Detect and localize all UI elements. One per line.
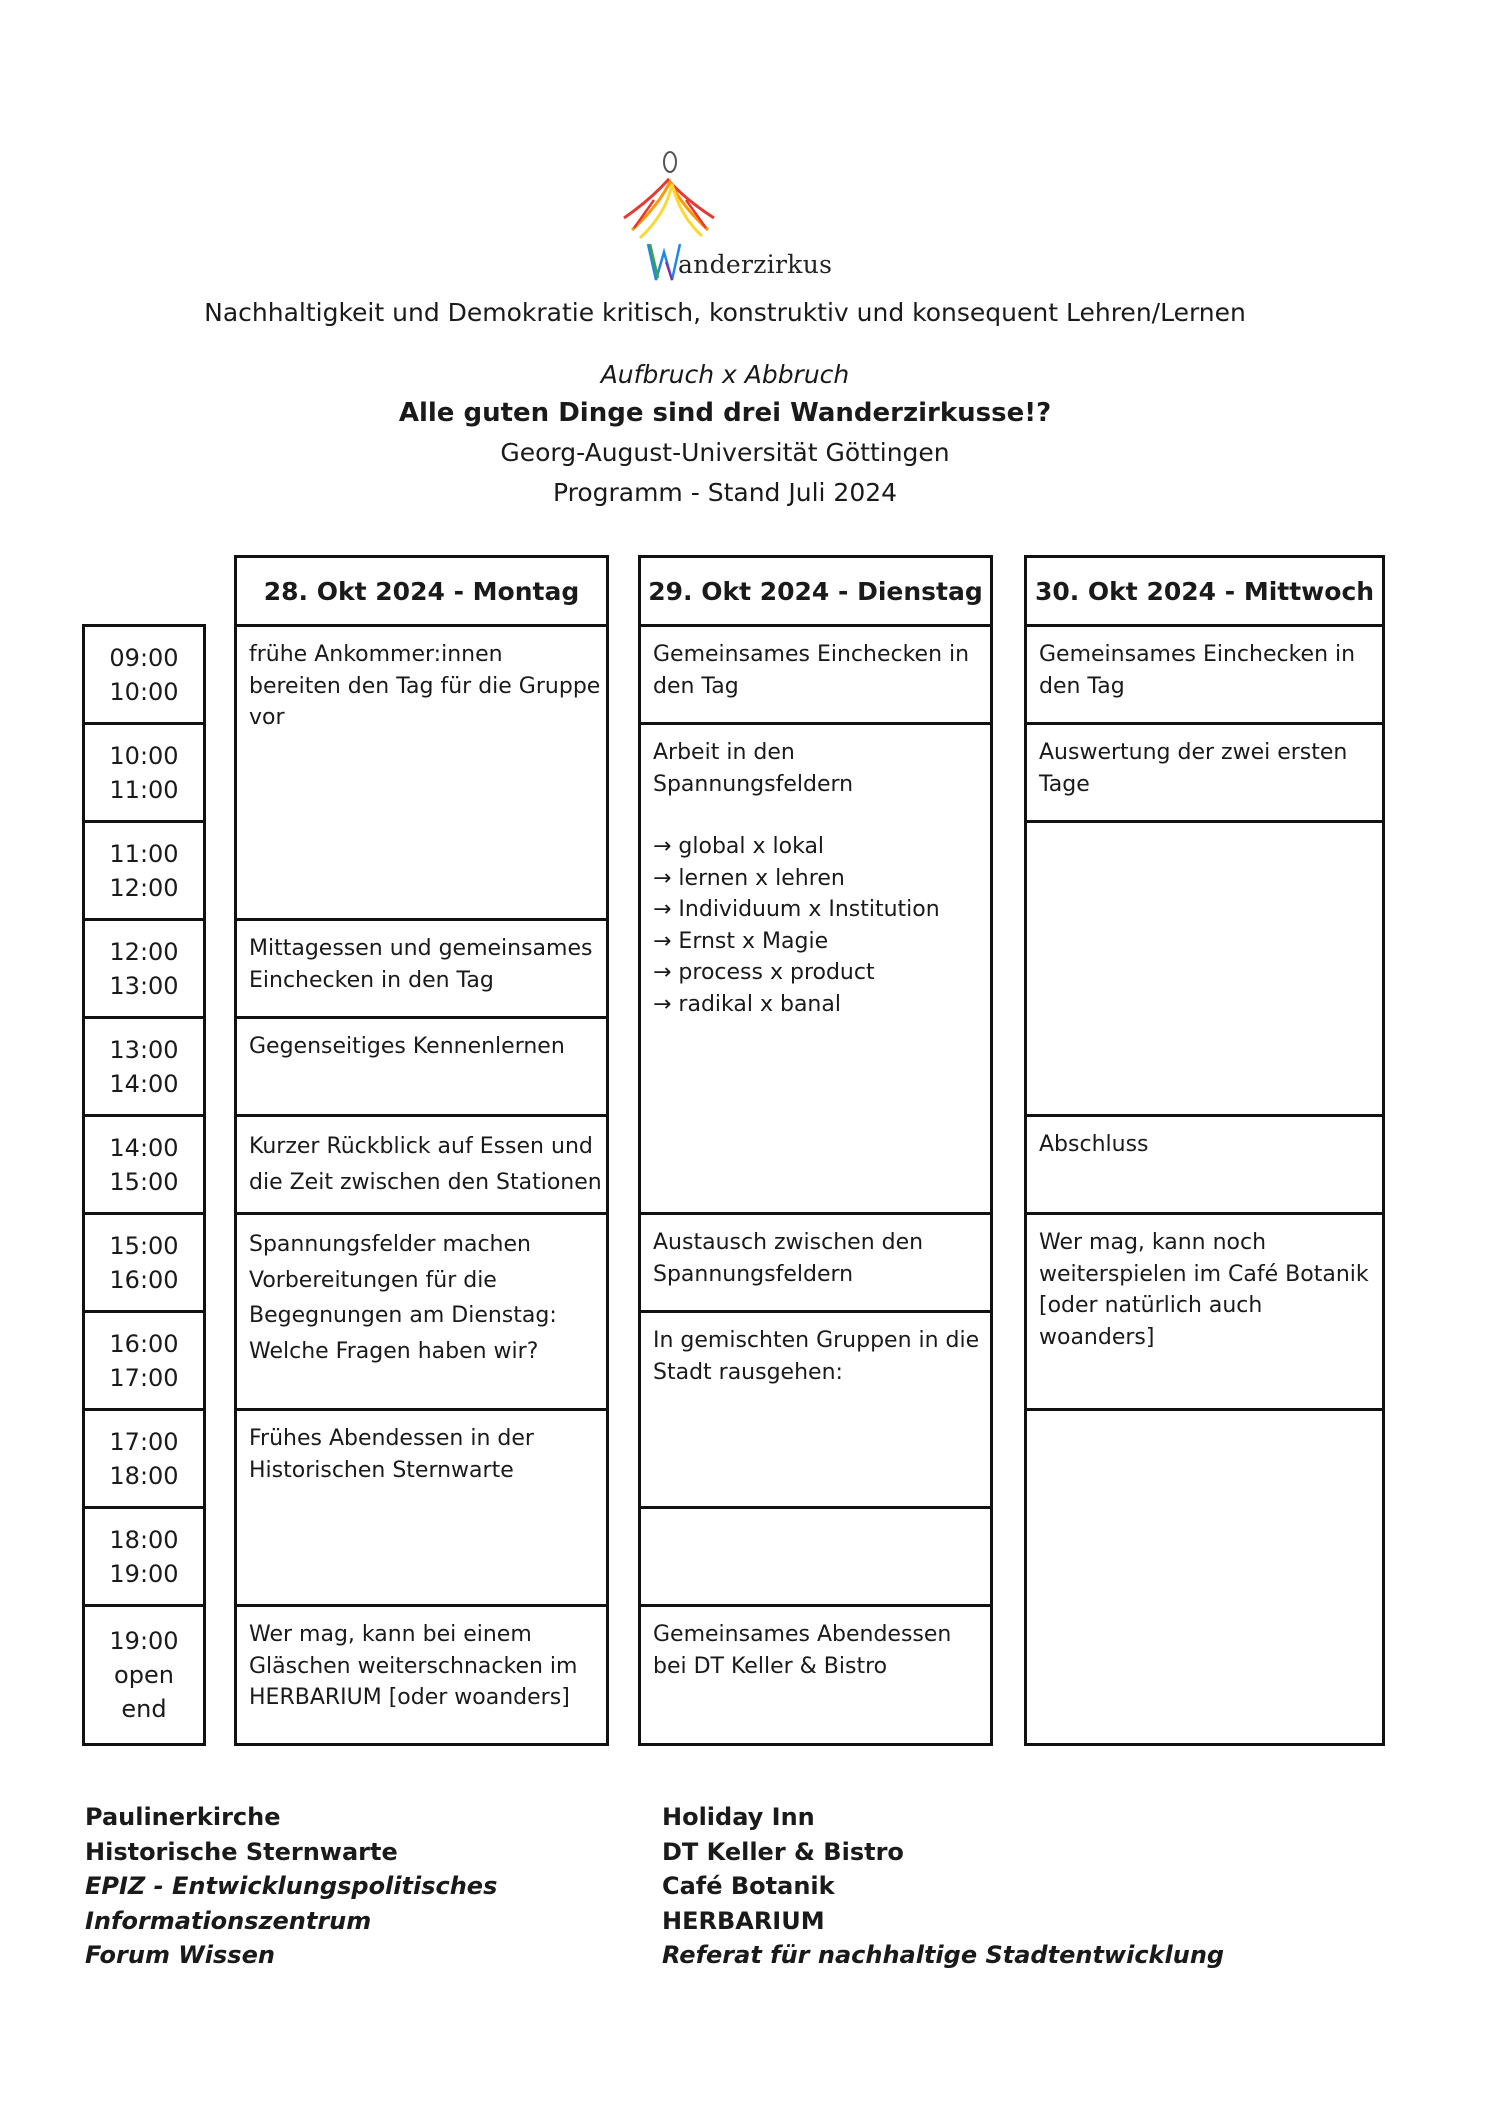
field-item: → global x lokal — [653, 834, 825, 859]
kicker: Aufbruch x Abbruch — [600, 360, 850, 389]
venue-item: HERBARIUM — [662, 1906, 825, 1935]
time-slot: 14:00 15:00 — [82, 1114, 206, 1215]
venue-item: Referat für nachhaltige Stadtentwicklung — [662, 1941, 1225, 1969]
wednesday-cafe-botanik: Wer mag, kann noch weiterspielen im Café Botanik [oder natürlich auch woanders] — [1024, 1212, 1385, 1411]
tuesday-dinner: Gemeinsames Abendessen bei DT Keller & Bistro — [638, 1604, 993, 1746]
wednesday-empty-evening — [1024, 1408, 1385, 1746]
field-item: → lernen x lehren — [653, 865, 845, 891]
venue-item: Café Botanik — [662, 1872, 835, 1900]
monday-review: Kurzer Rückblick auf Essen und die Zeit zwischen den Stationen — [234, 1114, 609, 1215]
venue-list-left — [85, 1800, 497, 1973]
venue-item: Informationszentrum — [85, 1906, 372, 1935]
day-header-tuesday: 29. Okt 2024 - Dienstag — [638, 555, 993, 627]
time-slot: 18:00 19:00 — [82, 1506, 206, 1607]
venue-list-right — [662, 1800, 1224, 1973]
day-header-wednesday: 30. Okt 2024 - Mittwoch — [1024, 555, 1385, 627]
venue-item: Paulinerkirche — [85, 1803, 281, 1831]
wednesday-closing: Abschluss — [1024, 1114, 1385, 1215]
venue-item: EPIZ - Entwicklungspolitisches — [85, 1872, 498, 1900]
wednesday-evaluation: Auswertung der zwei ersten Tage — [1024, 722, 1385, 823]
day-header-monday: 28. Okt 2024 - Montag — [234, 555, 609, 627]
field-item: → Ernst x Magie — [653, 928, 829, 954]
venue-item: Historische Sternwarte — [85, 1837, 398, 1866]
monday-lunch: Mittagessen und gemeinsames Einchecken in den Tag — [234, 918, 609, 1019]
monday-getting-to-know: Gegenseitiges Kennenlernen — [234, 1016, 609, 1117]
time-slot: 11:00 12:00 — [82, 820, 206, 921]
time-slot: 17:00 18:00 — [82, 1408, 206, 1509]
tuesday-exchange: Austausch zwischen den Spannungsfeldern — [638, 1212, 993, 1313]
monday-evening: Wer mag, kann bei einem Gläschen weiterschnacken im HERBARIUM [oder woanders] — [234, 1604, 609, 1746]
tuesday-empty-slot — [638, 1506, 993, 1607]
time-slot: 13:00 14:00 — [82, 1016, 206, 1117]
monday-early-dinner: Frühes Abendessen in der Historischen Sternwarte — [234, 1408, 609, 1607]
subtitle: Nachhaltigkeit und Demokratie kritisch, konstruktiv und konsequent Lehren/Lernen — [204, 298, 1246, 327]
wanderzirkus-logo — [610, 140, 840, 290]
page-title: Alle guten Dinge sind drei Wanderzirkusse!? — [398, 398, 1052, 428]
tuesday-checkin: Gemeinsames Einchecken in den Tag — [638, 624, 993, 725]
time-slot: 19:00 open end — [82, 1604, 206, 1746]
field-item: → process x product — [653, 960, 875, 985]
logo-wordmark: anderzirkus — [678, 250, 833, 279]
field-item: → Individuum x Institution — [653, 897, 940, 922]
university-name: Georg-August-Universität Göttingen — [500, 438, 950, 467]
time-slot: 15:00 16:00 — [82, 1212, 206, 1313]
tuesday-city-groups: In gemischten Gruppen in die Stadt rausgehen: — [638, 1310, 993, 1509]
wednesday-empty-slot — [1024, 820, 1385, 1117]
time-slot: 12:00 13:00 — [82, 918, 206, 1019]
tuesday-fields-work: Arbeit in den Spannungsfeldern → global x lokal → lernen x lehren → Individuum x Institution → Ernst x Magie → process x product → radikal x banal — [638, 722, 993, 1215]
venue-item: Holiday Inn — [662, 1803, 815, 1831]
venue-item: Forum Wissen — [85, 1941, 275, 1969]
time-slot: 16:00 17:00 — [82, 1310, 206, 1411]
wednesday-checkin: Gemeinsames Einchecken in den Tag — [1024, 624, 1385, 725]
time-slot: 09:00 10:00 — [82, 624, 206, 725]
time-slot: 10:00 11:00 — [82, 722, 206, 823]
field-item: → radikal x banal — [653, 991, 841, 1017]
program-status: Programm - Stand Juli 2024 — [552, 478, 898, 507]
monday-early-arrivals: frühe Ankommer:innen bereiten den Tag für die Gruppe vor — [234, 624, 609, 921]
monday-preparation: Spannungsfelder machen Vorbereitungen für die Begegnungen am Dienstag: Welche Fragen haben wir? — [234, 1212, 609, 1411]
venue-item: DT Keller & Bistro — [662, 1837, 904, 1866]
